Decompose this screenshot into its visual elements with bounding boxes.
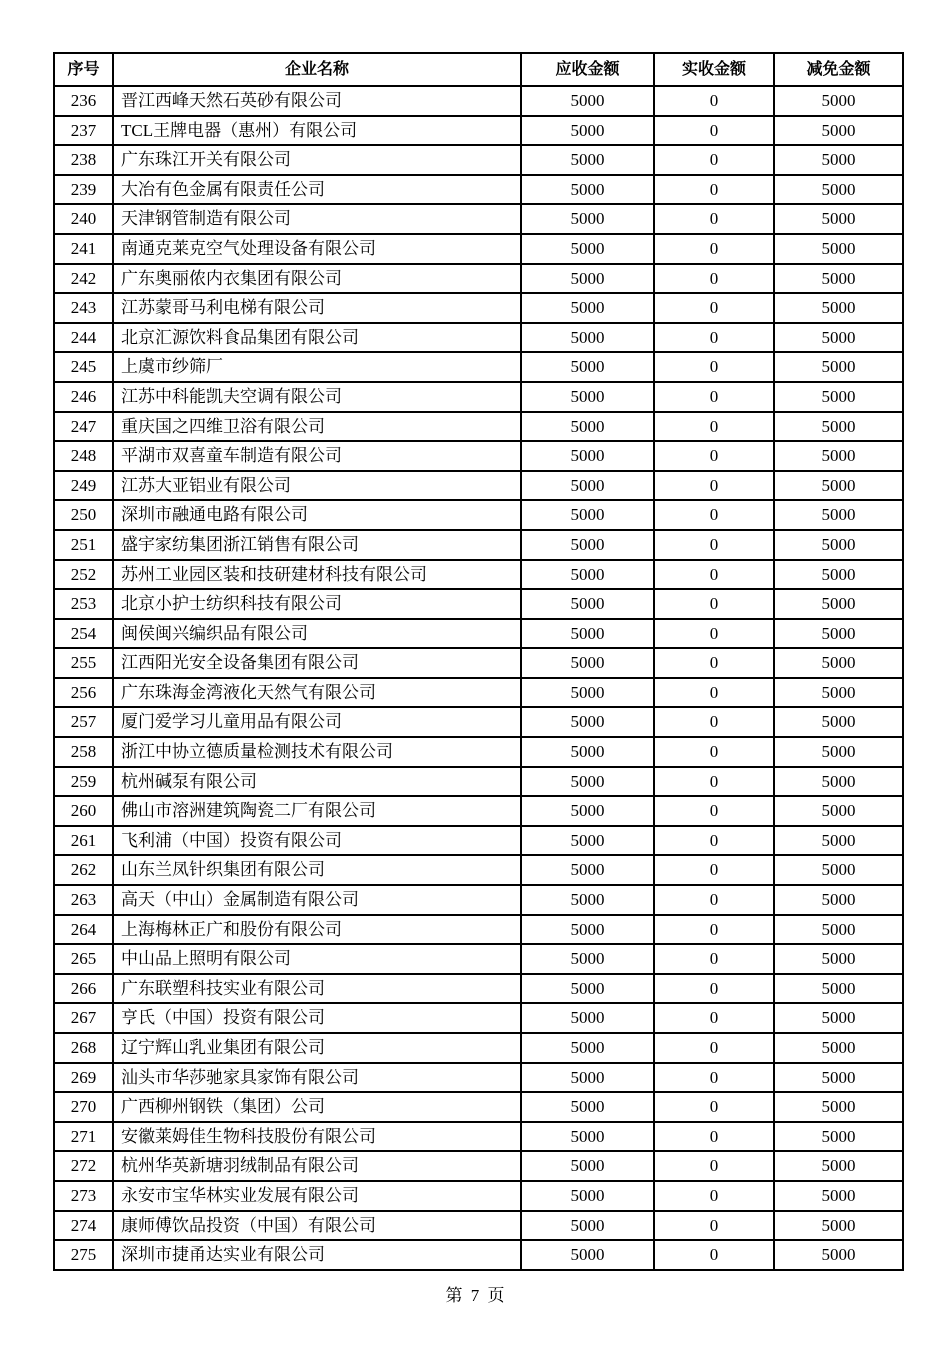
cell-receivable-amount: 5000 xyxy=(521,86,654,116)
cell-serial: 273 xyxy=(54,1181,113,1211)
cell-company-name: 永安市宝华林实业发展有限公司 xyxy=(113,1181,521,1211)
cell-received-amount: 0 xyxy=(654,796,774,826)
table-row xyxy=(54,678,903,708)
table-row xyxy=(54,589,903,619)
table-row xyxy=(54,826,903,856)
table-row xyxy=(54,175,903,205)
cell-received-amount: 0 xyxy=(654,86,774,116)
cell-reduction-amount: 5000 xyxy=(774,530,903,560)
cell-serial: 266 xyxy=(54,974,113,1004)
cell-reduction-amount: 5000 xyxy=(774,323,903,353)
cell-serial: 237 xyxy=(54,116,113,146)
cell-serial: 258 xyxy=(54,737,113,767)
table-row xyxy=(54,885,903,915)
table-row xyxy=(54,707,903,737)
cell-company-name: 厦门爱学习儿童用品有限公司 xyxy=(113,707,521,737)
cell-receivable-amount: 5000 xyxy=(521,1240,654,1270)
cell-company-name: 杭州碱泵有限公司 xyxy=(113,767,521,797)
cell-received-amount: 0 xyxy=(654,855,774,885)
cell-serial: 272 xyxy=(54,1151,113,1181)
cell-serial: 256 xyxy=(54,678,113,708)
cell-received-amount: 0 xyxy=(654,589,774,619)
cell-company-name: 广东珠海金湾液化天然气有限公司 xyxy=(113,678,521,708)
cell-reduction-amount: 5000 xyxy=(774,1063,903,1093)
cell-company-name: 广东珠江开关有限公司 xyxy=(113,145,521,175)
cell-reduction-amount: 5000 xyxy=(774,1151,903,1181)
cell-serial: 255 xyxy=(54,648,113,678)
cell-receivable-amount: 5000 xyxy=(521,1211,654,1241)
table-row xyxy=(54,382,903,412)
cell-receivable-amount: 5000 xyxy=(521,737,654,767)
cell-company-name: 辽宁辉山乳业集团有限公司 xyxy=(113,1033,521,1063)
cell-receivable-amount: 5000 xyxy=(521,648,654,678)
table-row xyxy=(54,560,903,590)
cell-serial: 274 xyxy=(54,1211,113,1241)
table-row xyxy=(54,855,903,885)
cell-serial: 264 xyxy=(54,915,113,945)
table-row xyxy=(54,352,903,382)
cell-receivable-amount: 5000 xyxy=(521,530,654,560)
cell-serial: 252 xyxy=(54,560,113,590)
cell-reduction-amount: 5000 xyxy=(774,974,903,1004)
cell-reduction-amount: 5000 xyxy=(774,707,903,737)
cell-reduction-amount: 5000 xyxy=(774,412,903,442)
cell-received-amount: 0 xyxy=(654,530,774,560)
table-row xyxy=(54,471,903,501)
cell-received-amount: 0 xyxy=(654,412,774,442)
cell-received-amount: 0 xyxy=(654,1003,774,1033)
cell-reduction-amount: 5000 xyxy=(774,204,903,234)
cell-company-name: 飞利浦（中国）投资有限公司 xyxy=(113,826,521,856)
table-row xyxy=(54,234,903,264)
table-row xyxy=(54,1033,903,1063)
cell-received-amount: 0 xyxy=(654,885,774,915)
table-row xyxy=(54,1211,903,1241)
cell-company-name: 浙江中协立德质量检测技术有限公司 xyxy=(113,737,521,767)
table-row xyxy=(54,441,903,471)
cell-receivable-amount: 5000 xyxy=(521,204,654,234)
cell-company-name: 北京小护士纺织科技有限公司 xyxy=(113,589,521,619)
table-row xyxy=(54,1181,903,1211)
cell-serial: 248 xyxy=(54,441,113,471)
cell-company-name: 江苏大亚铝业有限公司 xyxy=(113,471,521,501)
cell-serial: 253 xyxy=(54,589,113,619)
cell-received-amount: 0 xyxy=(654,1151,774,1181)
cell-receivable-amount: 5000 xyxy=(521,412,654,442)
col-header-receivable-amount: 应收金额 xyxy=(521,53,654,86)
cell-company-name: 大冶有色金属有限责任公司 xyxy=(113,175,521,205)
cell-serial: 249 xyxy=(54,471,113,501)
cell-receivable-amount: 5000 xyxy=(521,915,654,945)
cell-received-amount: 0 xyxy=(654,204,774,234)
cell-company-name: 平湖市双喜童车制造有限公司 xyxy=(113,441,521,471)
cell-company-name: 南通克莱克空气处理设备有限公司 xyxy=(113,234,521,264)
cell-received-amount: 0 xyxy=(654,826,774,856)
cell-received-amount: 0 xyxy=(654,500,774,530)
cell-received-amount: 0 xyxy=(654,619,774,649)
cell-receivable-amount: 5000 xyxy=(521,974,654,1004)
cell-company-name: 江西阳光安全设备集团有限公司 xyxy=(113,648,521,678)
table-row xyxy=(54,1063,903,1093)
cell-reduction-amount: 5000 xyxy=(774,589,903,619)
cell-company-name: 山东兰凤针织集团有限公司 xyxy=(113,855,521,885)
cell-received-amount: 0 xyxy=(654,145,774,175)
cell-serial: 238 xyxy=(54,145,113,175)
cell-company-name: 中山品上照明有限公司 xyxy=(113,944,521,974)
col-header-received-amount: 实收金额 xyxy=(654,53,774,86)
cell-receivable-amount: 5000 xyxy=(521,767,654,797)
cell-serial: 275 xyxy=(54,1240,113,1270)
cell-reduction-amount: 5000 xyxy=(774,1122,903,1152)
cell-company-name: 深圳市融通电路有限公司 xyxy=(113,500,521,530)
cell-reduction-amount: 5000 xyxy=(774,560,903,590)
cell-receivable-amount: 5000 xyxy=(521,885,654,915)
table-row xyxy=(54,86,903,116)
cell-reduction-amount: 5000 xyxy=(774,678,903,708)
cell-serial: 271 xyxy=(54,1122,113,1152)
table-row xyxy=(54,619,903,649)
table-row xyxy=(54,264,903,294)
cell-serial: 265 xyxy=(54,944,113,974)
table-row xyxy=(54,1240,903,1270)
cell-reduction-amount: 5000 xyxy=(774,1033,903,1063)
cell-reduction-amount: 5000 xyxy=(774,648,903,678)
cell-reduction-amount: 5000 xyxy=(774,1211,903,1241)
cell-received-amount: 0 xyxy=(654,471,774,501)
cell-company-name: 盛宇家纺集团浙江销售有限公司 xyxy=(113,530,521,560)
cell-receivable-amount: 5000 xyxy=(521,1003,654,1033)
cell-serial: 260 xyxy=(54,796,113,826)
table-row xyxy=(54,1003,903,1033)
table-row xyxy=(54,500,903,530)
cell-reduction-amount: 5000 xyxy=(774,944,903,974)
table-row xyxy=(54,915,903,945)
cell-reduction-amount: 5000 xyxy=(774,116,903,146)
cell-company-name: 高天（中山）金属制造有限公司 xyxy=(113,885,521,915)
cell-reduction-amount: 5000 xyxy=(774,767,903,797)
cell-serial: 244 xyxy=(54,323,113,353)
cell-receivable-amount: 5000 xyxy=(521,1122,654,1152)
cell-receivable-amount: 5000 xyxy=(521,471,654,501)
cell-serial: 239 xyxy=(54,175,113,205)
cell-serial: 242 xyxy=(54,264,113,294)
cell-reduction-amount: 5000 xyxy=(774,885,903,915)
cell-receivable-amount: 5000 xyxy=(521,1063,654,1093)
cell-received-amount: 0 xyxy=(654,737,774,767)
cell-reduction-amount: 5000 xyxy=(774,737,903,767)
cell-company-name: 天津钢管制造有限公司 xyxy=(113,204,521,234)
cell-serial: 262 xyxy=(54,855,113,885)
cell-serial: 269 xyxy=(54,1063,113,1093)
cell-receivable-amount: 5000 xyxy=(521,500,654,530)
cell-serial: 263 xyxy=(54,885,113,915)
cell-company-name: 北京汇源饮料食品集团有限公司 xyxy=(113,323,521,353)
cell-company-name: 广东联塑科技实业有限公司 xyxy=(113,974,521,1004)
cell-company-name: 重庆国之四维卫浴有限公司 xyxy=(113,412,521,442)
cell-receivable-amount: 5000 xyxy=(521,441,654,471)
cell-receivable-amount: 5000 xyxy=(521,234,654,264)
cell-received-amount: 0 xyxy=(654,116,774,146)
header-row xyxy=(54,53,903,86)
cell-receivable-amount: 5000 xyxy=(521,1033,654,1063)
cell-company-name: TCL王牌电器（惠州）有限公司 xyxy=(113,116,521,146)
table-row xyxy=(54,116,903,146)
cell-company-name: 江苏中科能凯夫空调有限公司 xyxy=(113,382,521,412)
cell-received-amount: 0 xyxy=(654,1033,774,1063)
cell-received-amount: 0 xyxy=(654,234,774,264)
cell-received-amount: 0 xyxy=(654,323,774,353)
cell-received-amount: 0 xyxy=(654,707,774,737)
cell-received-amount: 0 xyxy=(654,974,774,1004)
cell-company-name: 广西柳州钢铁（集团）公司 xyxy=(113,1092,521,1122)
cell-company-name: 深圳市捷甬达实业有限公司 xyxy=(113,1240,521,1270)
table-row xyxy=(54,648,903,678)
cell-reduction-amount: 5000 xyxy=(774,796,903,826)
cell-received-amount: 0 xyxy=(654,1092,774,1122)
cell-received-amount: 0 xyxy=(654,1211,774,1241)
cell-reduction-amount: 5000 xyxy=(774,500,903,530)
cell-serial: 241 xyxy=(54,234,113,264)
cell-reduction-amount: 5000 xyxy=(774,175,903,205)
cell-received-amount: 0 xyxy=(654,1122,774,1152)
cell-company-name: 上海梅林正广和股份有限公司 xyxy=(113,915,521,945)
cell-serial: 259 xyxy=(54,767,113,797)
cell-reduction-amount: 5000 xyxy=(774,234,903,264)
cell-company-name: 安徽莱姆佳生物科技股份有限公司 xyxy=(113,1122,521,1152)
cell-serial: 240 xyxy=(54,204,113,234)
table-row xyxy=(54,412,903,442)
cell-serial: 267 xyxy=(54,1003,113,1033)
cell-reduction-amount: 5000 xyxy=(774,352,903,382)
cell-company-name: 杭州华英新塘羽绒制品有限公司 xyxy=(113,1151,521,1181)
cell-reduction-amount: 5000 xyxy=(774,264,903,294)
cell-reduction-amount: 5000 xyxy=(774,619,903,649)
cell-receivable-amount: 5000 xyxy=(521,1181,654,1211)
cell-receivable-amount: 5000 xyxy=(521,1151,654,1181)
cell-received-amount: 0 xyxy=(654,441,774,471)
table-row xyxy=(54,204,903,234)
cell-reduction-amount: 5000 xyxy=(774,1092,903,1122)
cell-serial: 270 xyxy=(54,1092,113,1122)
cell-received-amount: 0 xyxy=(654,293,774,323)
cell-company-name: 汕头市华莎驰家具家饰有限公司 xyxy=(113,1063,521,1093)
table-row xyxy=(54,145,903,175)
cell-receivable-amount: 5000 xyxy=(521,944,654,974)
table-row xyxy=(54,323,903,353)
cell-company-name: 广东奥丽侬内衣集团有限公司 xyxy=(113,264,521,294)
cell-reduction-amount: 5000 xyxy=(774,86,903,116)
cell-company-name: 上虞市纱筛厂 xyxy=(113,352,521,382)
cell-receivable-amount: 5000 xyxy=(521,175,654,205)
fee-table xyxy=(53,52,904,1271)
cell-received-amount: 0 xyxy=(654,678,774,708)
cell-received-amount: 0 xyxy=(654,382,774,412)
cell-receivable-amount: 5000 xyxy=(521,560,654,590)
table-row xyxy=(54,944,903,974)
cell-receivable-amount: 5000 xyxy=(521,352,654,382)
cell-serial: 250 xyxy=(54,500,113,530)
cell-received-amount: 0 xyxy=(654,767,774,797)
cell-receivable-amount: 5000 xyxy=(521,796,654,826)
cell-reduction-amount: 5000 xyxy=(774,145,903,175)
cell-received-amount: 0 xyxy=(654,560,774,590)
table-row xyxy=(54,293,903,323)
table-row xyxy=(54,767,903,797)
cell-reduction-amount: 5000 xyxy=(774,915,903,945)
cell-received-amount: 0 xyxy=(654,1063,774,1093)
page-number: 第 7 页 xyxy=(445,1286,507,1305)
cell-reduction-amount: 5000 xyxy=(774,1181,903,1211)
cell-serial: 251 xyxy=(54,530,113,560)
col-header-reduction-amount: 减免金额 xyxy=(774,53,903,86)
cell-company-name: 江苏蒙哥马利电梯有限公司 xyxy=(113,293,521,323)
table-row xyxy=(54,974,903,1004)
cell-received-amount: 0 xyxy=(654,175,774,205)
table-row xyxy=(54,1092,903,1122)
cell-received-amount: 0 xyxy=(654,1240,774,1270)
cell-reduction-amount: 5000 xyxy=(774,293,903,323)
cell-received-amount: 0 xyxy=(654,915,774,945)
cell-receivable-amount: 5000 xyxy=(521,589,654,619)
cell-receivable-amount: 5000 xyxy=(521,145,654,175)
cell-receivable-amount: 5000 xyxy=(521,116,654,146)
cell-company-name: 康师傅饮品投资（中国）有限公司 xyxy=(113,1211,521,1241)
cell-received-amount: 0 xyxy=(654,648,774,678)
cell-serial: 254 xyxy=(54,619,113,649)
cell-serial: 257 xyxy=(54,707,113,737)
cell-receivable-amount: 5000 xyxy=(521,323,654,353)
cell-reduction-amount: 5000 xyxy=(774,1240,903,1270)
cell-received-amount: 0 xyxy=(654,264,774,294)
cell-reduction-amount: 5000 xyxy=(774,471,903,501)
cell-receivable-amount: 5000 xyxy=(521,293,654,323)
table-row xyxy=(54,1151,903,1181)
cell-receivable-amount: 5000 xyxy=(521,619,654,649)
cell-reduction-amount: 5000 xyxy=(774,855,903,885)
cell-receivable-amount: 5000 xyxy=(521,826,654,856)
table-body xyxy=(54,86,903,1270)
cell-company-name: 闽侯闽兴编织品有限公司 xyxy=(113,619,521,649)
cell-serial: 261 xyxy=(54,826,113,856)
cell-receivable-amount: 5000 xyxy=(521,382,654,412)
cell-receivable-amount: 5000 xyxy=(521,678,654,708)
cell-serial: 236 xyxy=(54,86,113,116)
col-header-company-name: 企业名称 xyxy=(113,53,521,86)
cell-receivable-amount: 5000 xyxy=(521,264,654,294)
cell-receivable-amount: 5000 xyxy=(521,707,654,737)
cell-reduction-amount: 5000 xyxy=(774,441,903,471)
cell-serial: 247 xyxy=(54,412,113,442)
table-row xyxy=(54,1122,903,1152)
cell-received-amount: 0 xyxy=(654,352,774,382)
table-row xyxy=(54,796,903,826)
cell-reduction-amount: 5000 xyxy=(774,1003,903,1033)
col-header-serial: 序号 xyxy=(54,53,113,86)
cell-received-amount: 0 xyxy=(654,944,774,974)
cell-company-name: 晋江西峰天然石英砂有限公司 xyxy=(113,86,521,116)
cell-serial: 243 xyxy=(54,293,113,323)
cell-receivable-amount: 5000 xyxy=(521,855,654,885)
cell-company-name: 苏州工业园区装和技研建材科技有限公司 xyxy=(113,560,521,590)
cell-serial: 245 xyxy=(54,352,113,382)
cell-company-name: 佛山市溶洲建筑陶瓷二厂有限公司 xyxy=(113,796,521,826)
cell-received-amount: 0 xyxy=(654,1181,774,1211)
table-row xyxy=(54,737,903,767)
cell-serial: 246 xyxy=(54,382,113,412)
cell-receivable-amount: 5000 xyxy=(521,1092,654,1122)
cell-reduction-amount: 5000 xyxy=(774,382,903,412)
cell-company-name: 亨氏（中国）投资有限公司 xyxy=(113,1003,521,1033)
cell-reduction-amount: 5000 xyxy=(774,826,903,856)
cell-serial: 268 xyxy=(54,1033,113,1063)
table-row xyxy=(54,530,903,560)
